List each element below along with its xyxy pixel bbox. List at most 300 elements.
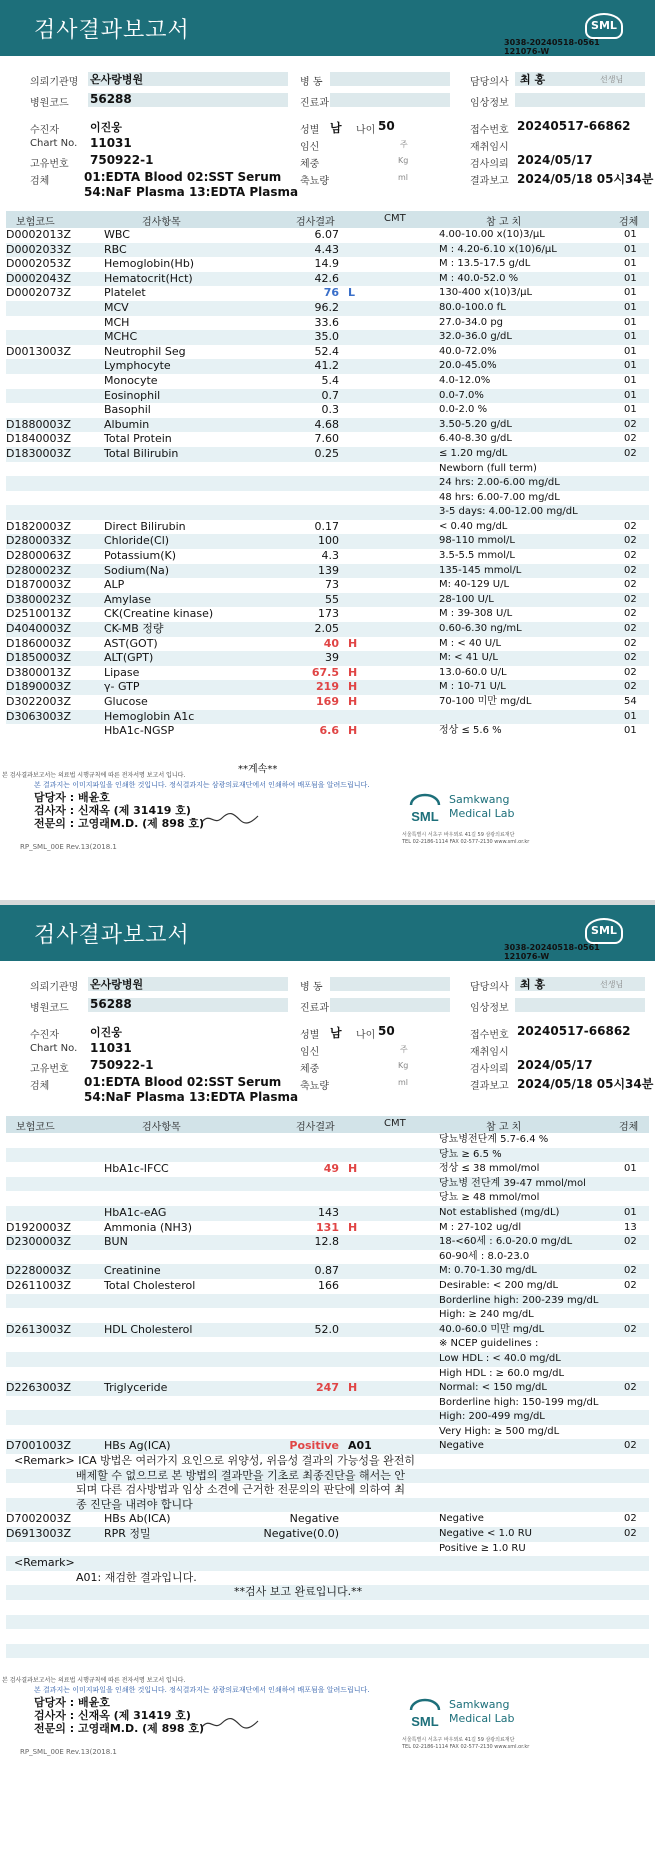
remark-line xyxy=(6,1454,649,1469)
report-number xyxy=(504,943,600,961)
spec-line1: 01:EDTA Blood 02:SST Serum xyxy=(84,1075,282,1089)
remark-line-text: 종 진단을 내려야 합니다 xyxy=(76,1497,193,1511)
row-code: D1890003Z xyxy=(6,680,71,694)
row-specimen: 02 xyxy=(624,564,637,576)
table-row xyxy=(6,534,649,549)
row-specimen: 02 xyxy=(624,1265,637,1277)
sml-logo: SML xyxy=(585,13,623,39)
row-result: 73 xyxy=(325,578,339,592)
row-reference: 60-90세 : 8.0-23.0 xyxy=(439,1250,530,1262)
table-row xyxy=(6,330,649,345)
row-reference: 0.0-7.0% xyxy=(439,389,484,401)
row-flag: H xyxy=(348,665,358,679)
row-reference: 당뇨병 전단계 39-47 mmol/mol xyxy=(439,1177,586,1189)
sex-label: 성별 xyxy=(300,1030,320,1041)
table-row xyxy=(6,476,649,491)
preg-unit: 주 xyxy=(400,140,408,149)
form-version: RP_SML_00E Rev.13(2018.1 xyxy=(20,1748,117,1756)
ward-label: 병 동 xyxy=(300,982,323,993)
row-specimen: 02 xyxy=(624,447,637,459)
row-code: D3063003Z xyxy=(6,709,71,723)
row-reference: 32.0-36.0 g/dL xyxy=(439,331,512,343)
row-code: D1840003Z xyxy=(6,432,71,446)
row-item: RPR 정밀 xyxy=(104,1527,151,1541)
remark-line xyxy=(6,1469,649,1484)
row-reference: 80.0-100.0 fL xyxy=(439,301,506,313)
disclaimer-notice: 본 결과지는 이미지파일을 인쇄한 것입니다. 정식결과지는 삼광의료재단에서 인쇄하여 배포됨을 알려드립니다. xyxy=(34,1686,370,1694)
col-ref: 참 고 치 xyxy=(486,1122,522,1133)
row-result: 247 xyxy=(316,1381,339,1395)
row-specimen: 01 xyxy=(624,360,637,372)
row-specimen: 02 xyxy=(624,637,637,649)
row-result: 0.25 xyxy=(314,446,339,460)
row-item: Sodium(Na) xyxy=(104,563,169,577)
address xyxy=(402,1737,529,1751)
row-specimen: 01 xyxy=(624,404,637,416)
col-item: 검사항목 xyxy=(142,1122,181,1133)
row-specimen: 02 xyxy=(624,550,637,562)
row-reference: 3-5 days: 4.00-12.00 mg/dL xyxy=(439,506,578,518)
tester-label: 검사자 : xyxy=(34,804,75,817)
row-reference: 4.00-10.00 x(10)3/μL xyxy=(439,229,545,240)
row-reference: 0.0-2.0 % xyxy=(439,404,488,416)
row-item: Hemoglobin(Hb) xyxy=(104,257,195,271)
row-code: D0002013Z xyxy=(6,228,71,241)
empty-row xyxy=(6,1615,649,1630)
row-code: D1860003Z xyxy=(6,636,71,650)
report-page-1 xyxy=(0,0,655,900)
row-specimen: 02 xyxy=(624,1440,637,1452)
row-code: D2280003Z xyxy=(6,1264,71,1278)
row-code: D0013003Z xyxy=(6,344,71,358)
recollect-label: 재취임시 xyxy=(470,142,509,153)
urine-label: 축뇨량 xyxy=(300,1081,329,1092)
row-code: D0002053Z xyxy=(6,257,71,271)
spec-line1: 01:EDTA Blood 02:SST Serum xyxy=(84,170,282,184)
dept-label: 진료과 xyxy=(300,98,329,109)
row-specimen: 02 xyxy=(624,418,637,430)
age: 50 xyxy=(378,119,395,133)
row-specimen: 02 xyxy=(624,579,637,591)
row-reference: M : 27-102 ug/dl xyxy=(439,1221,522,1233)
row-item: Neutrophil Seg xyxy=(104,344,186,358)
row-specimen: 02 xyxy=(624,1528,637,1540)
row-item: MCV xyxy=(104,300,129,314)
row-reference: Borderline high: 150-199 mg/dL xyxy=(439,1396,599,1408)
spec-label: 검체 xyxy=(30,1081,50,1092)
table-row xyxy=(6,564,649,579)
req-date: 2024/05/17 xyxy=(517,153,593,167)
col-code: 보험코드 xyxy=(16,1122,55,1133)
remark-line-text: 배제할 수 없으므로 본 방법의 결과만을 기초로 최종진단을 해서는 안 xyxy=(76,1468,405,1482)
receipt-label: 접수번호 xyxy=(470,125,509,136)
row-reference: 40.0-60.0 미만 mg/dL xyxy=(439,1323,545,1335)
row-result: 6.6 xyxy=(319,724,339,738)
table-row xyxy=(6,1279,649,1294)
row-specimen: 02 xyxy=(624,593,637,605)
disclaimer-small: 본 검사결과보고서는 의료법 시행규칙에 따른 전자서명 보고서 입니다. xyxy=(2,772,186,779)
row-reference: 3.50-5.20 g/dL xyxy=(439,418,512,430)
req-date: 2024/05/17 xyxy=(517,1058,593,1072)
sml-name-1: Samkwang xyxy=(449,793,510,806)
row-result: 131 xyxy=(316,1220,339,1234)
weight-unit: Kg xyxy=(398,156,409,165)
row-reference: High HDL : ≥ 60.0 mg/dL xyxy=(439,1367,565,1379)
row-specimen: 13 xyxy=(624,1221,637,1233)
row-code: D1850003Z xyxy=(6,651,71,665)
row-specimen: 01 xyxy=(624,1206,637,1218)
dept-label: 진료과 xyxy=(300,1003,329,1014)
ward-label: 병 동 xyxy=(300,77,323,88)
row-item: HBs Ab(ICA) xyxy=(104,1512,171,1526)
row-item: CK(Creatine kinase) xyxy=(104,607,214,621)
row-result: 166 xyxy=(318,1278,339,1292)
row-result: 100 xyxy=(318,534,339,548)
svg-text:SML: SML xyxy=(411,809,439,824)
tester-label: 검사자 : xyxy=(34,1709,75,1722)
sml-logo: SML xyxy=(585,918,623,944)
row-reference: Borderline high: 200-239 mg/dL xyxy=(439,1294,599,1306)
specialist-name: 고영래M.D. (제 898 호) xyxy=(77,817,205,830)
row-item: Potassium(K) xyxy=(104,549,177,563)
row-code: D2613003Z xyxy=(6,1322,71,1336)
col-ref: 참 고 치 xyxy=(486,217,522,228)
sml-brand-icon xyxy=(405,791,445,827)
col-code: 보험코드 xyxy=(16,217,55,228)
col-result: 검사결과 xyxy=(296,217,335,228)
table-header xyxy=(6,1116,649,1133)
table-row xyxy=(6,666,649,681)
row-result: 173 xyxy=(318,607,339,621)
row-result: 52.0 xyxy=(314,1322,339,1336)
sml-name-1: Samkwang xyxy=(449,1698,510,1711)
report-number-line2: 121076-W xyxy=(504,952,550,961)
age-label: 나이 xyxy=(356,1030,376,1041)
row-specimen: 01 xyxy=(624,272,637,284)
tester-name: 신재옥 (제 31419 호) xyxy=(77,804,191,817)
remark-line-text: 되며 다른 검사방법과 임상 소견에 근거한 전문의의 판단에 의하여 최 xyxy=(76,1483,405,1497)
req-label: 검사의뢰 xyxy=(470,159,509,170)
row-item: Triglyceride xyxy=(104,1381,168,1395)
address-line: 서울특별시 서초구 바우뫼로 41길 59 삼광의료재단 xyxy=(402,832,515,838)
table-row xyxy=(6,1323,649,1338)
empty-row xyxy=(6,1644,649,1659)
row-result: 76 xyxy=(323,286,339,300)
table-row xyxy=(6,403,649,418)
row-code: D4040003Z xyxy=(6,622,71,636)
row-reference: Negative xyxy=(439,1440,484,1452)
age-label: 나이 xyxy=(356,125,376,136)
table-row xyxy=(6,1367,649,1382)
row-code: D3800023Z xyxy=(6,592,71,606)
empty-row xyxy=(6,1600,649,1615)
row-result: 4.43 xyxy=(314,242,339,256)
table-row xyxy=(6,578,649,593)
name-label: 수진자 xyxy=(30,125,59,136)
table-row xyxy=(6,724,649,739)
row-result: 219 xyxy=(316,680,339,694)
hospcode-label: 병원코드 xyxy=(30,98,69,109)
row-item: Creatinine xyxy=(104,1264,161,1278)
row-result: 42.6 xyxy=(314,271,339,285)
col-result: 검사결과 xyxy=(296,1122,335,1133)
doctor-suffix: 선생님 xyxy=(600,980,624,989)
remark-note xyxy=(6,1571,649,1586)
report-header xyxy=(0,905,655,961)
row-reference: 18-<60세 : 6.0-20.0 mg/dL xyxy=(439,1236,573,1248)
table-row xyxy=(6,1162,649,1177)
row-item: γ- GTP xyxy=(104,680,140,694)
row-code: D7001003Z xyxy=(6,1439,71,1453)
spec-line2: 54:NaF Plasma 13:EDTA Plasma xyxy=(84,185,299,199)
row-specimen: 02 xyxy=(624,520,637,532)
row-result: 41.2 xyxy=(314,359,339,373)
table-row xyxy=(6,680,649,695)
row-specimen: 02 xyxy=(624,1382,637,1394)
table-row xyxy=(6,622,649,637)
row-result: 0.87 xyxy=(314,1264,339,1278)
row-reference: M: 40-129 U/L xyxy=(439,579,510,591)
chart-label: Chart No. xyxy=(30,138,78,149)
table-row xyxy=(6,316,649,331)
table-row xyxy=(6,607,649,622)
signature-scribble xyxy=(200,810,260,828)
row-reference: Low HDL : < 40.0 mg/dL xyxy=(439,1352,561,1364)
result-table xyxy=(6,228,649,739)
row-specimen: 02 xyxy=(624,1323,637,1335)
row-result: 67.5 xyxy=(311,665,339,679)
table-row xyxy=(6,1148,649,1163)
urine-label: 축뇨량 xyxy=(300,176,329,187)
doctor-suffix: 선생님 xyxy=(600,75,624,84)
row-reference: M: < 41 U/L xyxy=(439,652,498,664)
sex: 남 xyxy=(330,1026,342,1040)
name-label: 수진자 xyxy=(30,1030,59,1041)
table-row xyxy=(6,1177,649,1192)
row-specimen: 01 xyxy=(624,287,637,299)
row-code: D1820003Z xyxy=(6,519,71,533)
row-specimen: 01 xyxy=(624,258,637,270)
weight-unit: Kg xyxy=(398,1061,409,1070)
result-table xyxy=(6,1133,649,1673)
remark-note-text: A01: 재검한 결과입니다. xyxy=(76,1570,197,1584)
row-reference: 40.0-72.0% xyxy=(439,345,497,357)
table-row xyxy=(6,505,649,520)
row-flag: H xyxy=(348,724,358,738)
report-date: 2024/05/18 05시34분 xyxy=(517,172,654,186)
row-item: Chloride(Cl) xyxy=(104,534,170,548)
row-reference: 28-100 U/L xyxy=(439,593,494,605)
row-result: Positive xyxy=(289,1439,339,1453)
report-label: 결과보고 xyxy=(470,176,509,187)
table-row xyxy=(6,1381,649,1396)
phone-line: TEL 02-2186-1114 FAX 02-577-2130 www.sml.or.kr xyxy=(402,1744,530,1750)
table-row xyxy=(6,301,649,316)
sml-name-2: Medical Lab xyxy=(449,1712,515,1725)
row-code: D6913003Z xyxy=(6,1527,71,1541)
tester-name: 신재옥 (제 31419 호) xyxy=(77,1709,191,1722)
id-label: 고유번호 xyxy=(30,1064,69,1075)
table-row xyxy=(6,257,649,272)
recollect-label: 재취임시 xyxy=(470,1047,509,1058)
row-reference: High: 200-499 mg/dL xyxy=(439,1411,545,1423)
row-code: D1880003Z xyxy=(6,417,71,431)
row-flag: H xyxy=(348,636,358,650)
row-reference: 98-110 mmol/L xyxy=(439,535,515,547)
row-result: 49 xyxy=(323,1162,339,1176)
row-item: Basophil xyxy=(104,403,151,417)
row-specimen: 01 xyxy=(624,374,637,386)
table-row xyxy=(6,345,649,360)
hospcode: 56288 xyxy=(90,92,132,106)
row-reference: 당뇨병전단계 5.7-6.4 % xyxy=(439,1134,549,1145)
row-result: 2.05 xyxy=(314,622,339,636)
row-item: HbA1c-NGSP xyxy=(104,724,175,738)
row-flag: H xyxy=(348,680,358,694)
table-row xyxy=(6,1235,649,1250)
table-row xyxy=(6,447,649,462)
hospcode: 56288 xyxy=(90,997,132,1011)
sml-name xyxy=(449,793,515,821)
row-reference: Newborn (full term) xyxy=(439,462,537,474)
row-result: 4.3 xyxy=(321,549,339,563)
row-flag: L xyxy=(348,286,356,300)
row-item: RBC xyxy=(104,242,127,256)
row-item: MCH xyxy=(104,315,130,329)
doctor-name: 최 홍 xyxy=(520,73,546,86)
clinic-label: 임상정보 xyxy=(470,98,509,109)
col-spc: 검체 xyxy=(619,217,639,228)
report-page-2 xyxy=(0,905,655,1805)
row-result: 35.0 xyxy=(314,330,339,344)
row-specimen: 02 xyxy=(624,1279,637,1291)
remark-line xyxy=(6,1498,649,1513)
row-code: D2800023Z xyxy=(6,563,71,577)
row-result: 33.6 xyxy=(314,315,339,329)
row-code: D1920003Z xyxy=(6,1220,71,1234)
remark-line xyxy=(6,1483,649,1498)
row-specimen: 02 xyxy=(624,1513,637,1525)
report-title: 검사결과보고서 xyxy=(34,923,190,948)
row-result: 52.4 xyxy=(314,344,339,358)
table-row xyxy=(6,389,649,404)
row-item: Lymphocyte xyxy=(104,359,171,373)
row-item: HBs Ag(ICA) xyxy=(104,1439,171,1453)
row-reference: 0.60-6.30 ng/mL xyxy=(439,623,522,635)
row-specimen: 02 xyxy=(624,433,637,445)
table-row xyxy=(6,1133,649,1148)
end-of-report xyxy=(6,1585,649,1600)
row-specimen: 01 xyxy=(624,725,637,737)
table-row xyxy=(6,374,649,389)
patient-id: 750922-1 xyxy=(90,153,154,167)
svg-text:SML: SML xyxy=(411,1714,439,1729)
row-specimen: 02 xyxy=(624,535,637,547)
row-specimen: 02 xyxy=(624,652,637,664)
row-reference: Negative xyxy=(439,1513,484,1525)
manager-name: 배윤호 xyxy=(77,1696,110,1709)
row-result: Negative xyxy=(289,1512,339,1526)
row-item: Lipase xyxy=(104,665,140,679)
specialist-label: 전문의 : xyxy=(34,817,75,830)
table-row xyxy=(6,593,649,608)
receipt-label: 접수번호 xyxy=(470,1030,509,1041)
row-item: HbA1c-eAG xyxy=(104,1205,167,1219)
row-reference: Desirable: < 200 mg/dL xyxy=(439,1279,559,1291)
row-item: WBC xyxy=(104,228,130,241)
row-specimen: 01 xyxy=(624,316,637,328)
clinic-label: 임상정보 xyxy=(470,1003,509,1014)
row-item: Total Bilirubin xyxy=(104,446,179,460)
empty-row xyxy=(6,1629,649,1644)
row-specimen: 02 xyxy=(624,1236,637,1248)
col-item: 검사항목 xyxy=(142,217,181,228)
report-title: 검사결과보고서 xyxy=(34,18,190,43)
doctor-label: 담당의사 xyxy=(470,77,509,88)
row-reference: High: ≥ 240 mg/dL xyxy=(439,1309,534,1321)
row-code: D2300003Z xyxy=(6,1235,71,1249)
table-row xyxy=(6,1250,649,1265)
chart-no: 11031 xyxy=(90,136,132,150)
sml-name xyxy=(449,1698,515,1726)
signature-scribble xyxy=(200,1715,260,1733)
continued-label: **계속** xyxy=(238,764,278,775)
table-row xyxy=(6,243,649,258)
row-reference: 27.0-34.0 pg xyxy=(439,316,504,328)
row-reference: 당뇨 ≥ 48 mmol/mol xyxy=(439,1192,540,1204)
table-row xyxy=(6,1396,649,1411)
table-row xyxy=(6,1308,649,1323)
row-code: D1870003Z xyxy=(6,578,71,592)
org-name: 온사랑병원 xyxy=(90,978,144,991)
row-reference: M : 39-308 U/L xyxy=(439,608,513,620)
id-label: 고유번호 xyxy=(30,159,69,170)
row-item: Platelet xyxy=(104,286,146,300)
row-reference: M : 40.0-52.0 % xyxy=(439,272,519,284)
address-line: 서울특별시 서초구 바우뫼로 41길 59 삼광의료재단 xyxy=(402,1737,515,1743)
row-item: Hematocrit(Hct) xyxy=(104,271,193,285)
row-item: AST(GOT) xyxy=(104,636,158,650)
org-label: 의뢰기관명 xyxy=(30,77,79,88)
spec-label: 검체 xyxy=(30,176,50,187)
row-reference: 48 hrs: 6.00-7.00 mg/dL xyxy=(439,491,560,503)
row-code: D2611003Z xyxy=(6,1278,71,1292)
table-row xyxy=(6,1439,649,1454)
manager-label: 담당자 : xyxy=(34,791,75,804)
row-reference: 130-400 x(10)3/μL xyxy=(439,287,533,299)
table-row xyxy=(6,1294,649,1309)
row-result: 169 xyxy=(316,695,339,708)
table-row xyxy=(6,637,649,652)
row-reference: M : 10-71 U/L xyxy=(439,681,506,693)
remark-label-text: <Remark> xyxy=(14,1556,75,1570)
row-result: 55 xyxy=(325,592,339,606)
row-reference: ≤ 1.20 mg/dL xyxy=(439,447,508,459)
row-flag: H xyxy=(348,1162,358,1176)
row-code: D0002043Z xyxy=(6,271,71,285)
table-row xyxy=(6,1221,649,1236)
table-header xyxy=(6,211,649,228)
table-row xyxy=(6,228,649,243)
row-reference: 4.0-12.0% xyxy=(439,374,491,386)
org-label: 의뢰기관명 xyxy=(30,982,79,993)
receipt-no: 20240517-66862 xyxy=(517,119,631,133)
table-row xyxy=(6,651,649,666)
table-row xyxy=(6,695,649,710)
end-of-report-text: **검사 보고 완료입니다.** xyxy=(234,1585,363,1599)
row-reference: Not established (mg/dL) xyxy=(439,1206,560,1218)
row-result: 5.4 xyxy=(321,373,339,387)
